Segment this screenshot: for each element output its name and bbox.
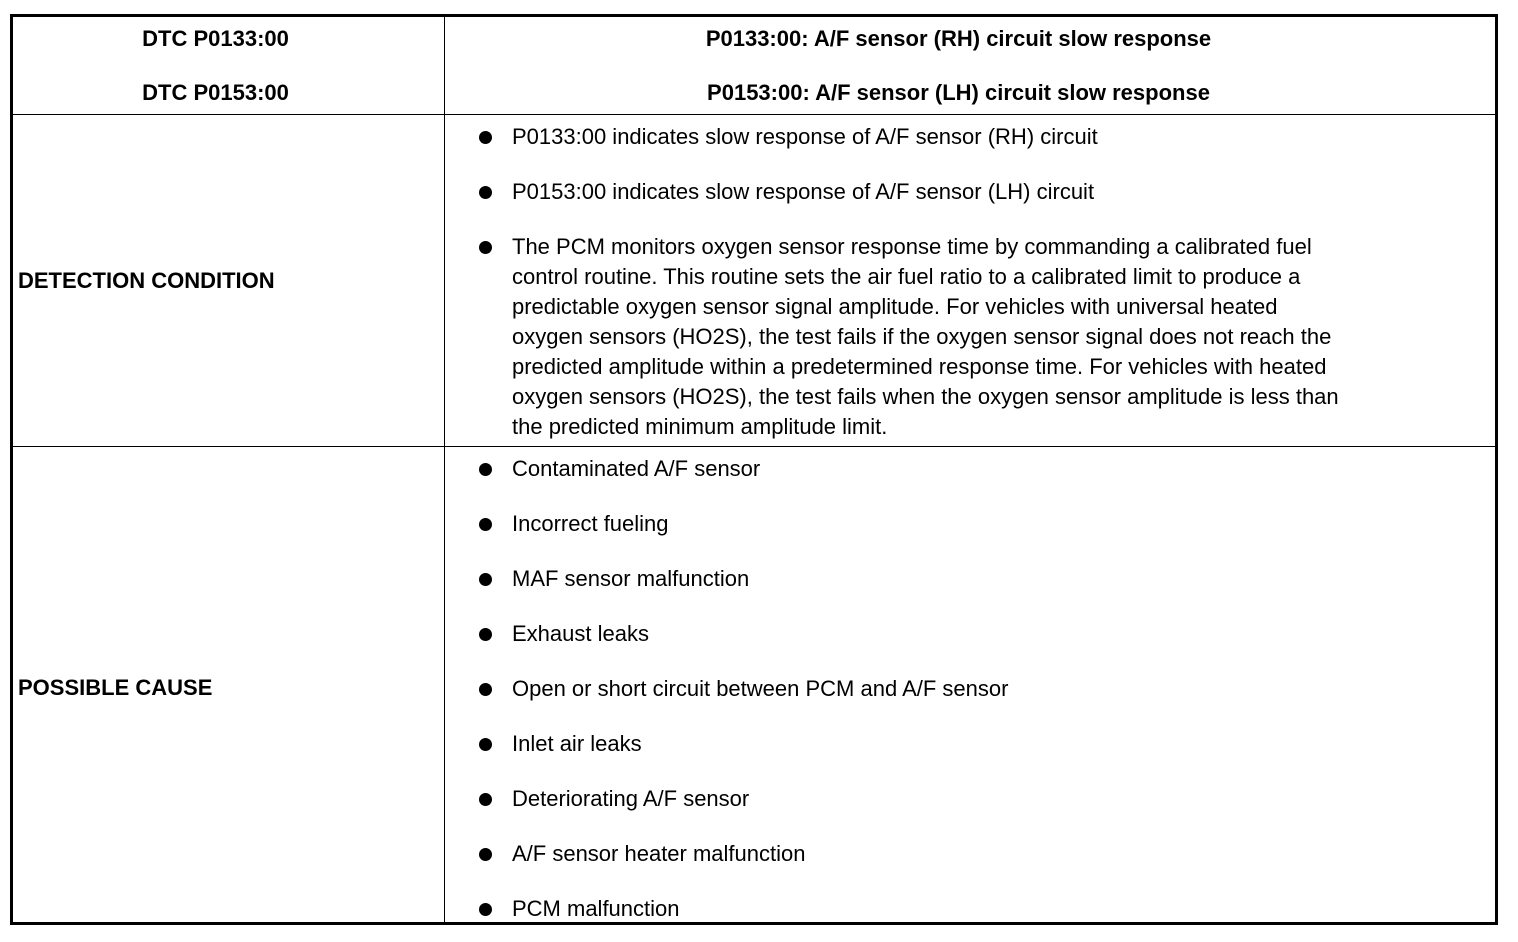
paragraph-line: predicted amplitude within a predetermined response time. For vehicles with heated bbox=[512, 354, 1327, 379]
bullet-dot-icon bbox=[479, 573, 492, 586]
bullet-dot-icon bbox=[479, 131, 492, 144]
cause-bullet-text: MAF sensor malfunction bbox=[512, 566, 750, 591]
bullet-dot-icon bbox=[479, 241, 492, 254]
bullet-dot-icon bbox=[479, 518, 492, 531]
cause-bullet-text: Contaminated A/F sensor bbox=[512, 456, 761, 481]
cause-bullet-text: Exhaust leaks bbox=[512, 621, 649, 646]
cause-bullet-text: Incorrect fueling bbox=[512, 511, 669, 536]
row-divider-header bbox=[13, 114, 1495, 115]
dtc-code-rh: DTC P0133:00 bbox=[142, 26, 289, 51]
bullet-dot-icon bbox=[479, 848, 492, 861]
cause-bullet-text: A/F sensor heater malfunction bbox=[512, 841, 806, 866]
bullet-dot-icon bbox=[479, 186, 492, 199]
cause-bullet-text: Inlet air leaks bbox=[512, 731, 642, 756]
detection-bullet-text: P0153:00 indicates slow response of A/F sensor (LH) circuit bbox=[512, 179, 1095, 204]
detection-paragraph bbox=[512, 232, 1472, 442]
bullet-dot-icon bbox=[479, 683, 492, 696]
possible-cause-label: POSSIBLE CAUSE bbox=[18, 675, 213, 700]
bullet-dot-icon bbox=[479, 628, 492, 641]
bullet-dot-icon bbox=[479, 463, 492, 476]
paragraph-line: predictable oxygen sensor signal amplitude. For vehicles with universal heated bbox=[512, 294, 1278, 319]
cause-bullet-text: Deteriorating A/F sensor bbox=[512, 786, 750, 811]
cause-bullet-text: Open or short circuit between PCM and A/F sensor bbox=[512, 676, 1009, 701]
paragraph-line: The PCM monitors oxygen sensor response time by commanding a calibrated fuel bbox=[512, 234, 1312, 259]
paragraph-line: oxygen sensors (HO2S), the test fails when the oxygen sensor amplitude is less than bbox=[512, 384, 1339, 409]
dtc-title-lh: P0153:00: A/F sensor (LH) circuit slow response bbox=[707, 80, 1210, 105]
row-divider-detection bbox=[13, 446, 1495, 447]
dtc-title-rh: P0133:00: A/F sensor (RH) circuit slow response bbox=[705, 26, 1212, 51]
detection-condition-label: DETECTION CONDITION bbox=[18, 268, 275, 293]
bullet-dot-icon bbox=[479, 738, 492, 751]
detection-bullet-text: P0133:00 indicates slow response of A/F sensor (RH) circuit bbox=[512, 124, 1098, 149]
paragraph-line: the predicted minimum amplitude limit. bbox=[512, 414, 888, 439]
bullet-dot-icon bbox=[479, 793, 492, 806]
dtc-code-lh: DTC P0153:00 bbox=[142, 80, 289, 105]
bullet-dot-icon bbox=[479, 903, 492, 916]
column-divider bbox=[444, 17, 445, 922]
paragraph-line: oxygen sensors (HO2S), the test fails if the oxygen sensor signal does not reach the bbox=[512, 324, 1332, 349]
cause-bullet-text: PCM malfunction bbox=[512, 896, 680, 921]
paragraph-line: control routine. This routine sets the air fuel ratio to a calibrated limit to produce a bbox=[512, 264, 1301, 289]
